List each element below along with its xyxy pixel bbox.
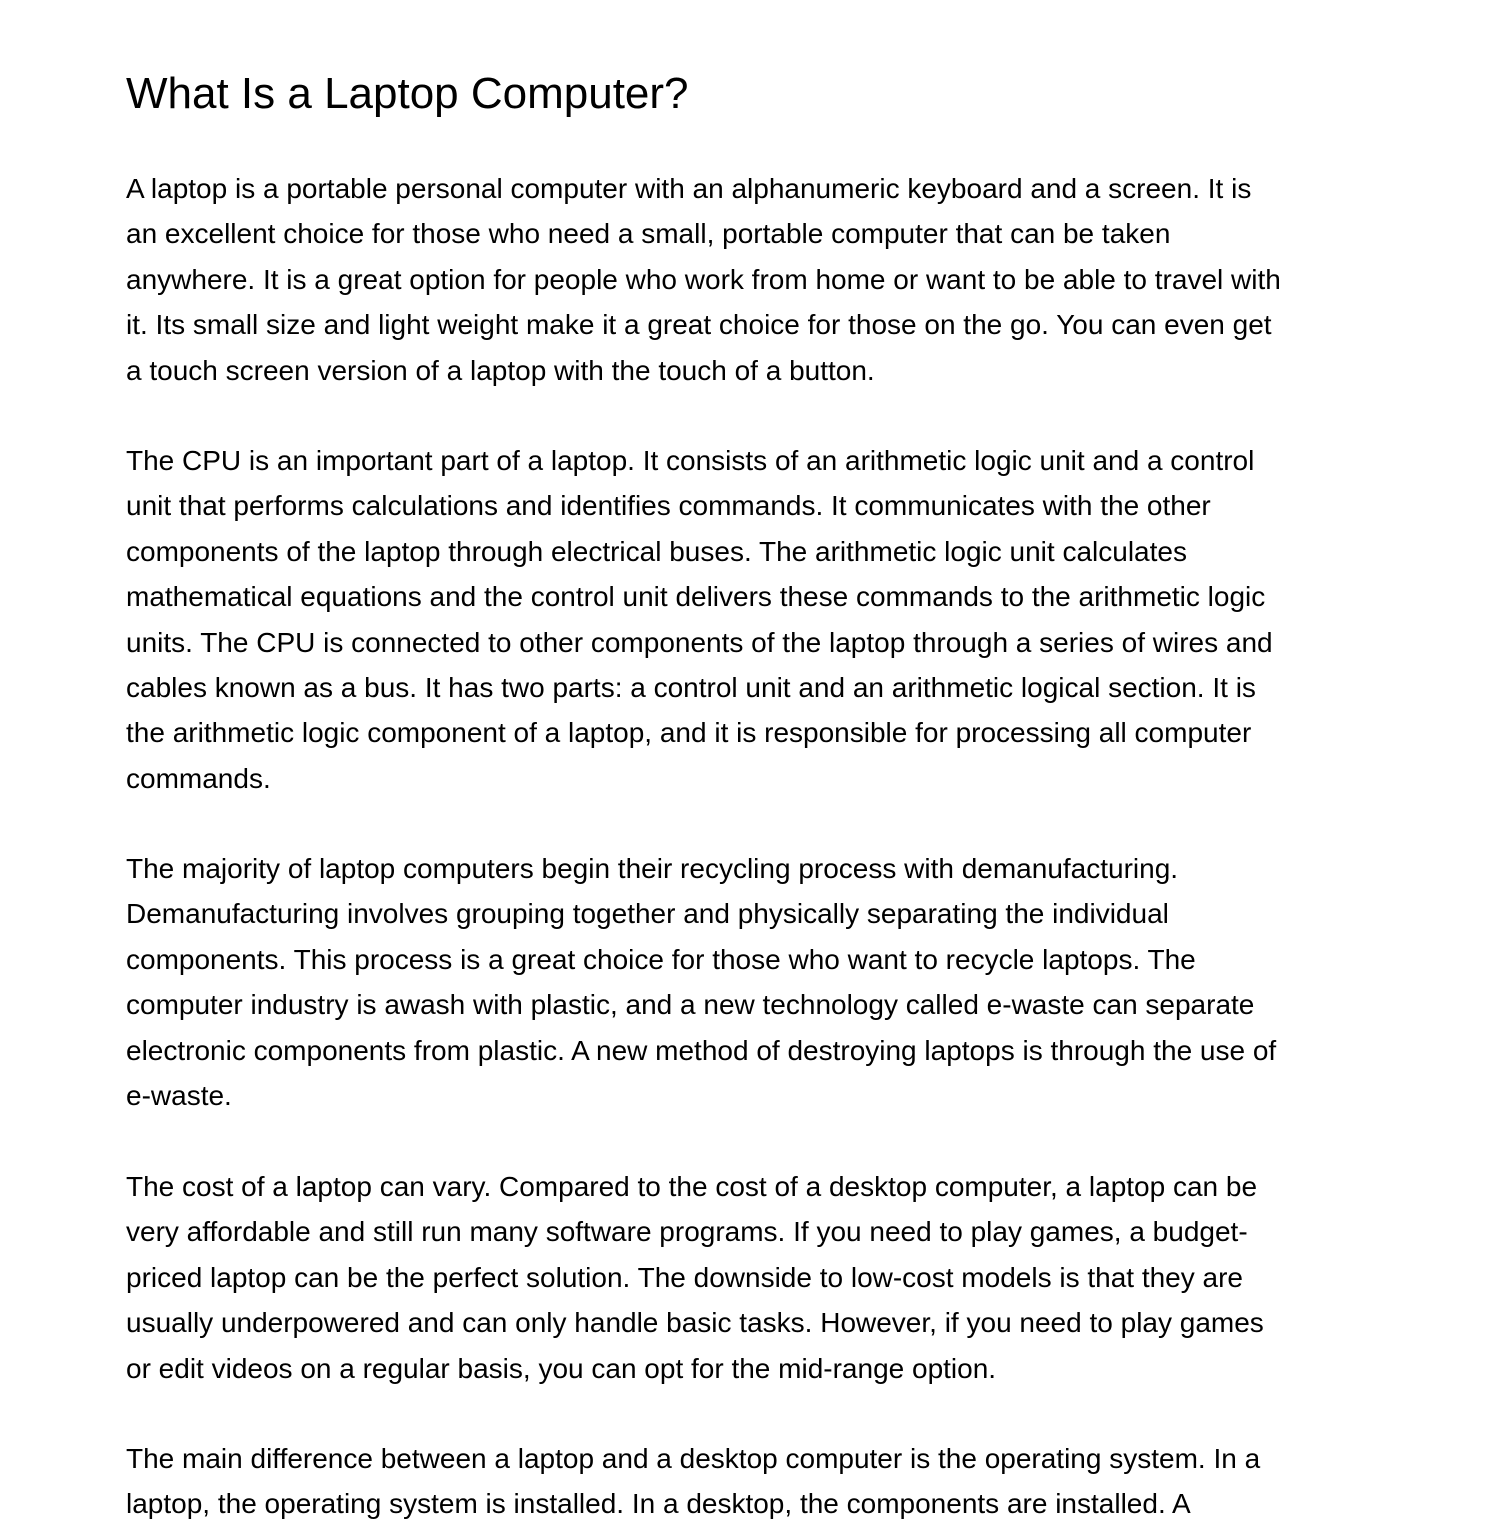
paragraph-laptop-vs-desktop: The main difference between a laptop and a desktop computer is the operating system. In a laptop, the operating system is installed. In a desktop, the components are installed. A (126, 1443, 1261, 1520)
paragraph-laptop-definition: A laptop is a portable personal computer with an alphanumeric keyboard and a screen. It is an excellent choice for those who need a small, portable computer that can be taken anywhere. It is a great option for people who work from home or want to be able to travel with it. Its small size and light weight make it a great choice for those on the go. You can even get a touch screen version of a laptop with the touch of a button. (126, 173, 1281, 386)
page-title: What Is a Laptop Computer? (126, 69, 689, 118)
paragraph-cost: The cost of a laptop can vary. Compared to the cost of a desktop computer, a laptop can be very affordable and still run many software programs. If you need to play games, a budget- priced laptop can be the perfect solution. The downside to low-cost models is that they are usually underpowered and can only handle basic tasks. However, if you need to play games or edit videos on a regular basis, you can opt for the mid-range option. (126, 1171, 1264, 1384)
paragraph-recycling: The majority of laptop computers begin their recycling process with demanufacturing. Demanufacturing involves grouping together and physically separating the individual components. This process is a great choice for those who want to recycle laptops. The computer industry is awash with plastic, and a new technology called e-waste can separate electronic components from plastic. A new method of destroying laptops is through the use of e-waste. (126, 853, 1277, 1112)
paragraph-cpu: The CPU is an important part of a laptop. It consists of an arithmetic logic unit and a control unit that performs calculations and identifies commands. It communicates with the other components of the laptop through electrical buses. The arithmetic logic unit calculates mathematical equations and the control unit delivers these commands to the arithmetic logic units. The CPU is connected to other components of the laptop through a series of wires and cables known as a bus. It has two parts: a control unit and an arithmetic logical section. It is the arithmetic logic component of a laptop, and it is responsible for processing all computer commands. (126, 445, 1273, 794)
